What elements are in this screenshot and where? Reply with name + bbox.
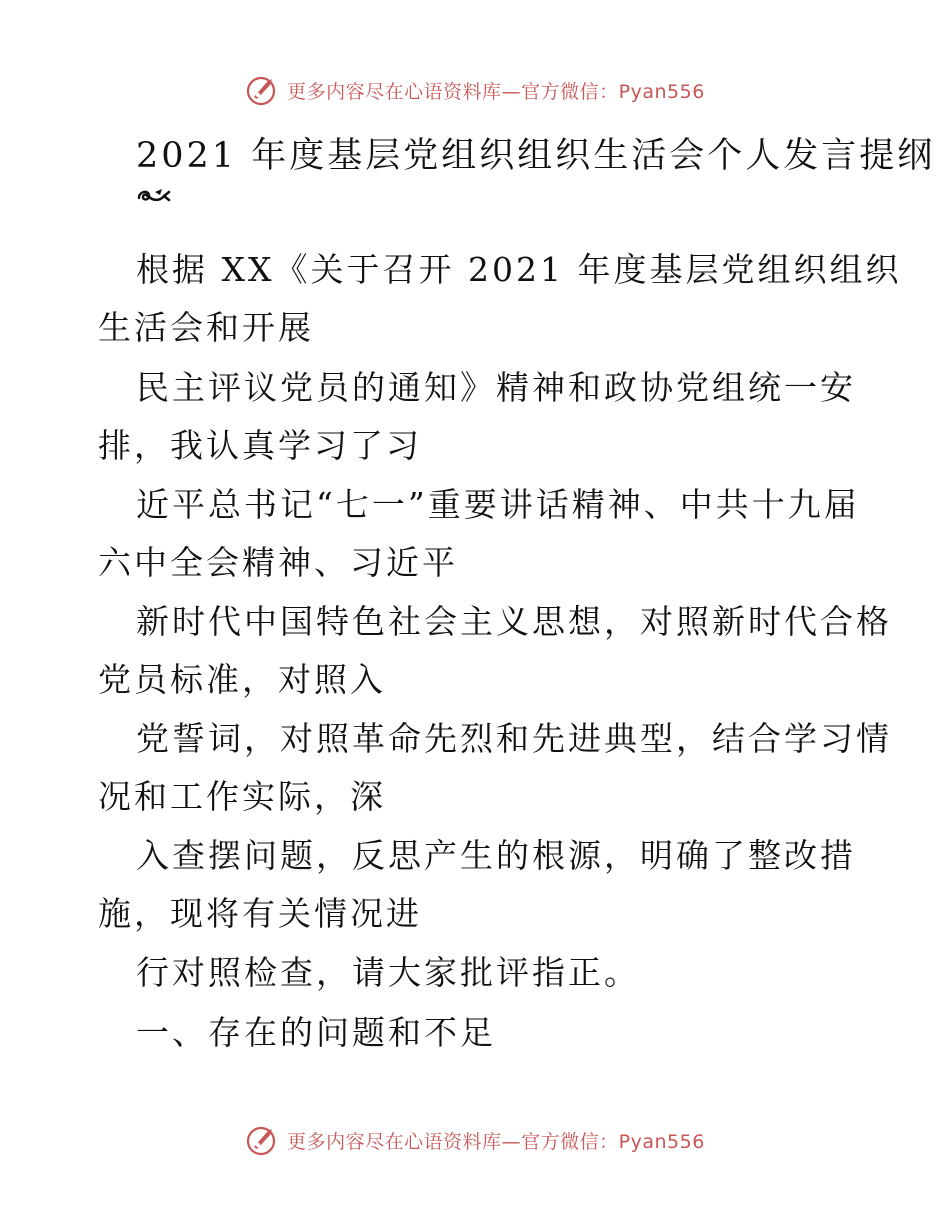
body-line-6: 六中全会精神、习近平	[98, 543, 458, 582]
scroll-flourish-icon	[136, 184, 172, 208]
body-line-11: 入查摆问题，反思产生的根源，明确了整改措	[136, 836, 856, 875]
body-line-2: 生活会和开展	[98, 308, 314, 347]
body-line-12: 施，现将有关情况进	[98, 894, 422, 933]
footer-banner	[0, 1118, 950, 1162]
header-banner-text: 更多内容尽在心语资料库—官方微信：Pyan556	[287, 80, 705, 103]
body-line-13: 行对照检查，请大家批评指正。	[136, 953, 640, 992]
header-banner	[0, 68, 950, 112]
body-line-4: 排，我认真学习了习	[98, 426, 422, 465]
section-heading: 一、存在的问题和不足	[136, 1013, 496, 1052]
body-line-7: 新时代中国特色社会主义思想，对照新时代合格	[136, 602, 892, 641]
body-line-3: 民主评议党员的通知》精神和政协党组统一安	[136, 368, 856, 407]
pen-nib-seal-icon	[245, 1123, 279, 1157]
document-title: 2021 年度基层党组织组织生活会个人发言提纲	[136, 136, 936, 176]
body-line-1: 根据 XX《关于召开 2021 年度基层党组织组织	[136, 250, 902, 289]
footer-banner-text: 更多内容尽在心语资料库—官方微信：Pyan556	[287, 1130, 705, 1153]
pen-nib-seal-icon	[245, 73, 279, 107]
body-line-10: 况和工作实际，深	[98, 777, 386, 816]
body-line-8: 党员标准，对照入	[98, 660, 386, 699]
body-line-9: 党誓词，对照革命先烈和先进典型，结合学习情	[136, 719, 892, 758]
body-line-5: 近平总书记“七一”重要讲话精神、中共十九届	[136, 485, 860, 524]
